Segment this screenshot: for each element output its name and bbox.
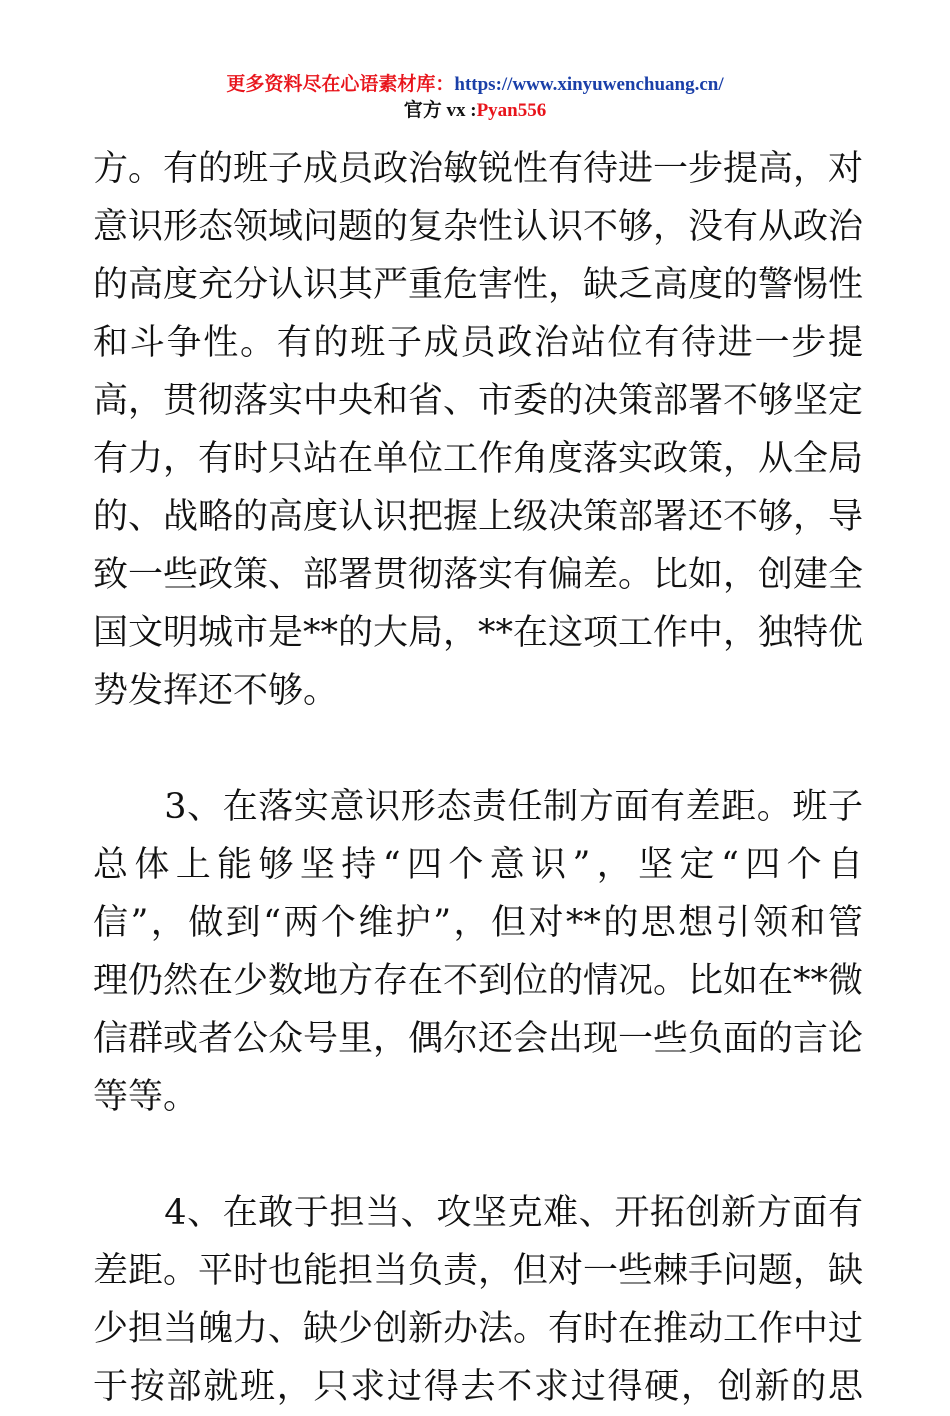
- header-line-2: [0, 98, 950, 124]
- document-body: [93, 140, 863, 1416]
- text-line: 方。有的班子成员政治敏锐性有待进一步提高，对: [93, 149, 864, 189]
- header-line-1: [0, 72, 950, 98]
- text-line: 少担当魄力、缺少创新办法。有时在推动工作中过: [93, 1309, 864, 1349]
- text-line: 和斗争性。有的班子成员政治站位有待进一步提: [93, 323, 863, 363]
- header-url-link[interactable]: https://www.xinyuwenchuang.cn/: [454, 74, 724, 95]
- text-line: 国文明城市是**的大局，**在这项工作中，独特优: [93, 613, 864, 653]
- paragraph: [93, 1184, 863, 1416]
- text-line: 势发挥还不够。: [93, 671, 339, 711]
- text-line: 于按部就班，只求过得去不求过得硬，创新的思: [93, 1367, 863, 1407]
- text-line: 信”，做到“两个维护”，但对**的思想引领和管: [93, 903, 863, 943]
- header-vx-label: 官方 vx :: [403, 100, 477, 121]
- text-line: 差距。平时也能担当负责，但对一些棘手问题，缺: [93, 1251, 864, 1291]
- text-line: 有力，有时只站在单位工作角度落实政策，从全局: [93, 439, 864, 479]
- paragraph: [93, 140, 863, 720]
- text-line: 总体上能够坚持“四个意识”，坚定“四个自: [93, 845, 863, 885]
- paragraph: [93, 778, 863, 1126]
- watermark-header: [0, 72, 950, 124]
- header-promo-text: 更多资料尽在心语素材库：: [226, 74, 455, 95]
- text-line: 信群或者公众号里，偶尔还会出现一些负面的言论: [93, 1019, 864, 1059]
- text-line: 意识形态领域问题的复杂性认识不够，没有从政治: [93, 207, 864, 247]
- text-line: 理仍然在少数地方存在不到位的情况。比如在**微: [93, 961, 864, 1001]
- text-line: 高，贯彻落实中央和省、市委的决策部署不够坚定: [93, 381, 864, 421]
- text-line: 3、在落实意识形态责任制方面有差距。班子: [93, 787, 863, 827]
- header-vx-id: Pyan556: [476, 100, 547, 121]
- paragraph-gap: [93, 720, 863, 778]
- text-line: 的高度充分认识其严重危害性，缺乏高度的警惕性: [93, 265, 864, 305]
- text-line: 的、战略的高度认识把握上级决策部署还不够，导: [93, 497, 864, 537]
- text-line: 4、在敢于担当、攻坚克难、开拓创新方面有: [93, 1193, 863, 1233]
- text-line: 致一些政策、部署贯彻落实有偏差。比如，创建全: [93, 555, 864, 595]
- paragraph-gap: [93, 1126, 863, 1184]
- text-line: 等等。: [93, 1077, 199, 1117]
